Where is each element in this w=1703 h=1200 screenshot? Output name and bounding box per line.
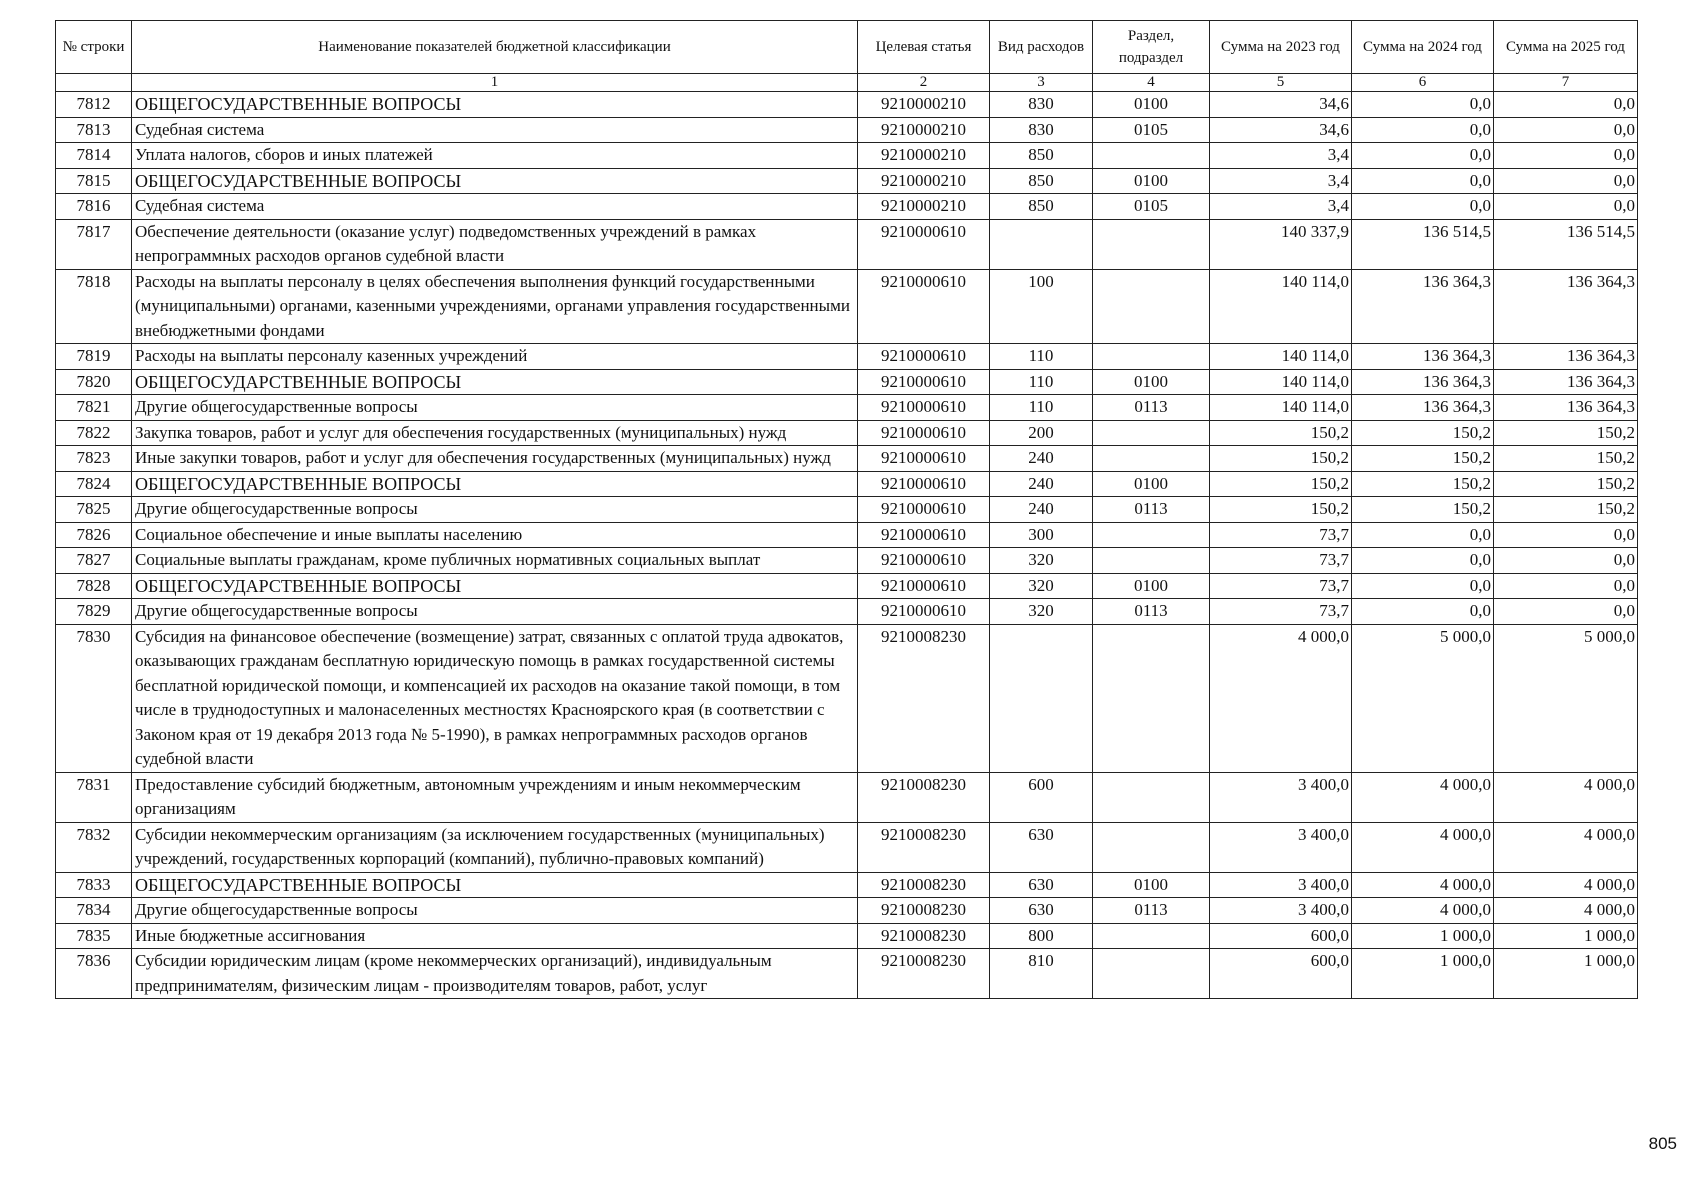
row-section: 0100	[1093, 168, 1210, 194]
row-expense-type: 110	[990, 344, 1093, 370]
row-sum-2023: 3 400,0	[1210, 898, 1352, 924]
row-name: Субсидии некоммерческим организациям (за исключением государственных (муниципальных) учреждений, государственных корпораций (компаний), публично-правовых компаний)	[132, 822, 858, 872]
row-target-article: 9210000610	[858, 573, 990, 599]
row-sum-2024: 4 000,0	[1352, 872, 1494, 898]
row-name: Иные закупки товаров, работ и услуг для обеспечения государственных (муниципальных) нужд	[132, 446, 858, 472]
row-sum-2023: 34,6	[1210, 117, 1352, 143]
row-sum-2024: 150,2	[1352, 471, 1494, 497]
row-section	[1093, 269, 1210, 344]
row-target-article: 9210008230	[858, 822, 990, 872]
row-section	[1093, 143, 1210, 169]
table-row	[56, 772, 1638, 822]
column-number: 7	[1494, 74, 1638, 92]
column-number: 6	[1352, 74, 1494, 92]
row-target-article: 9210000610	[858, 219, 990, 269]
row-number: 7823	[56, 446, 132, 472]
row-section: 0100	[1093, 872, 1210, 898]
column-number	[56, 74, 132, 92]
row-sum-2024: 4 000,0	[1352, 822, 1494, 872]
table-row	[56, 344, 1638, 370]
row-sum-2023: 4 000,0	[1210, 624, 1352, 772]
row-expense-type: 320	[990, 548, 1093, 574]
row-target-article: 9210000610	[858, 344, 990, 370]
row-section: 0113	[1093, 395, 1210, 421]
row-expense-type: 630	[990, 822, 1093, 872]
header-target: Целевая статья	[858, 21, 990, 74]
row-number: 7812	[56, 92, 132, 118]
row-target-article: 9210000610	[858, 446, 990, 472]
row-section: 0105	[1093, 194, 1210, 220]
table-row	[56, 92, 1638, 118]
row-name: Расходы на выплаты персоналу в целях обеспечения выполнения функций государственными (муниципальными) органами, казенными учреждениями, органами управления государственными внебюджетными фондами	[132, 269, 858, 344]
column-number: 3	[990, 74, 1093, 92]
row-expense-type: 240	[990, 446, 1093, 472]
row-sum-2023: 150,2	[1210, 446, 1352, 472]
table-row	[56, 497, 1638, 523]
header-sum-2023: Сумма на 2023 год	[1210, 21, 1352, 74]
row-name: ОБЩЕГОСУДАРСТВЕННЫЕ ВОПРОСЫ	[132, 573, 858, 599]
row-name: Социальное обеспечение и иные выплаты населению	[132, 522, 858, 548]
row-name: Другие общегосударственные вопросы	[132, 497, 858, 523]
row-sum-2023: 73,7	[1210, 599, 1352, 625]
row-target-article: 9210000610	[858, 548, 990, 574]
row-sum-2023: 600,0	[1210, 923, 1352, 949]
row-sum-2024: 0,0	[1352, 92, 1494, 118]
row-sum-2024: 4 000,0	[1352, 898, 1494, 924]
row-sum-2025: 5 000,0	[1494, 624, 1638, 772]
row-sum-2024: 0,0	[1352, 548, 1494, 574]
table-row	[56, 872, 1638, 898]
row-number: 7836	[56, 949, 132, 999]
header-sum-2024: Сумма на 2024 год	[1352, 21, 1494, 74]
row-sum-2024: 136 364,3	[1352, 269, 1494, 344]
row-section: 0100	[1093, 92, 1210, 118]
table-row	[56, 898, 1638, 924]
row-number: 7814	[56, 143, 132, 169]
row-sum-2024: 150,2	[1352, 446, 1494, 472]
row-sum-2023: 3,4	[1210, 168, 1352, 194]
row-target-article: 9210000210	[858, 92, 990, 118]
row-expense-type: 110	[990, 369, 1093, 395]
row-section: 0100	[1093, 471, 1210, 497]
row-target-article: 9210000610	[858, 497, 990, 523]
table-row	[56, 194, 1638, 220]
row-expense-type: 110	[990, 395, 1093, 421]
row-name: Расходы на выплаты персоналу казенных учреждений	[132, 344, 858, 370]
table-row	[56, 269, 1638, 344]
row-sum-2023: 600,0	[1210, 949, 1352, 999]
table-header-row	[56, 21, 1638, 74]
row-number: 7822	[56, 420, 132, 446]
row-name: Социальные выплаты гражданам, кроме публичных нормативных социальных выплат	[132, 548, 858, 574]
table-row	[56, 143, 1638, 169]
row-target-article: 9210000210	[858, 168, 990, 194]
row-section: 0113	[1093, 599, 1210, 625]
row-sum-2024: 136 364,3	[1352, 369, 1494, 395]
row-section	[1093, 923, 1210, 949]
header-sum-2025: Сумма на 2025 год	[1494, 21, 1638, 74]
row-name: ОБЩЕГОСУДАРСТВЕННЫЕ ВОПРОСЫ	[132, 92, 858, 118]
row-name: ОБЩЕГОСУДАРСТВЕННЫЕ ВОПРОСЫ	[132, 369, 858, 395]
row-section	[1093, 420, 1210, 446]
table-row	[56, 117, 1638, 143]
row-number: 7826	[56, 522, 132, 548]
table-body	[56, 92, 1638, 999]
row-name: Судебная система	[132, 194, 858, 220]
row-target-article: 9210000610	[858, 395, 990, 421]
row-name: Закупка товаров, работ и услуг для обеспечения государственных (муниципальных) нужд	[132, 420, 858, 446]
row-sum-2025: 136 514,5	[1494, 219, 1638, 269]
column-number-row	[56, 74, 1638, 92]
table-row	[56, 446, 1638, 472]
row-sum-2023: 34,6	[1210, 92, 1352, 118]
row-number: 7825	[56, 497, 132, 523]
row-section	[1093, 624, 1210, 772]
row-name: Другие общегосударственные вопросы	[132, 898, 858, 924]
column-number: 2	[858, 74, 990, 92]
row-sum-2023: 3 400,0	[1210, 872, 1352, 898]
row-target-article: 9210000610	[858, 599, 990, 625]
row-section: 0100	[1093, 369, 1210, 395]
table-row	[56, 822, 1638, 872]
row-expense-type: 810	[990, 949, 1093, 999]
row-name: Иные бюджетные ассигнования	[132, 923, 858, 949]
row-sum-2023: 3 400,0	[1210, 822, 1352, 872]
row-target-article: 9210008230	[858, 898, 990, 924]
row-sum-2024: 0,0	[1352, 143, 1494, 169]
row-sum-2024: 136 514,5	[1352, 219, 1494, 269]
row-target-article: 9210008230	[858, 923, 990, 949]
row-section	[1093, 548, 1210, 574]
row-name: Другие общегосударственные вопросы	[132, 395, 858, 421]
row-expense-type: 850	[990, 168, 1093, 194]
row-name: ОБЩЕГОСУДАРСТВЕННЫЕ ВОПРОСЫ	[132, 872, 858, 898]
table-row	[56, 168, 1638, 194]
row-number: 7817	[56, 219, 132, 269]
header-section: Раздел, подраздел	[1093, 21, 1210, 74]
row-target-article: 9210000610	[858, 269, 990, 344]
row-name: ОБЩЕГОСУДАРСТВЕННЫЕ ВОПРОСЫ	[132, 168, 858, 194]
row-sum-2025: 150,2	[1494, 471, 1638, 497]
row-name: ОБЩЕГОСУДАРСТВЕННЫЕ ВОПРОСЫ	[132, 471, 858, 497]
row-number: 7831	[56, 772, 132, 822]
row-number: 7819	[56, 344, 132, 370]
table-row	[56, 573, 1638, 599]
row-number: 7824	[56, 471, 132, 497]
row-section	[1093, 522, 1210, 548]
row-expense-type: 320	[990, 599, 1093, 625]
row-sum-2025: 0,0	[1494, 599, 1638, 625]
row-target-article: 9210000610	[858, 420, 990, 446]
row-number: 7834	[56, 898, 132, 924]
row-expense-type: 850	[990, 143, 1093, 169]
row-expense-type: 600	[990, 772, 1093, 822]
row-expense-type: 200	[990, 420, 1093, 446]
row-sum-2023: 3 400,0	[1210, 772, 1352, 822]
row-expense-type: 830	[990, 117, 1093, 143]
row-sum-2025: 150,2	[1494, 446, 1638, 472]
row-sum-2023: 150,2	[1210, 471, 1352, 497]
row-sum-2025: 4 000,0	[1494, 822, 1638, 872]
table-row	[56, 599, 1638, 625]
row-sum-2024: 1 000,0	[1352, 923, 1494, 949]
row-sum-2024: 0,0	[1352, 573, 1494, 599]
row-sum-2025: 150,2	[1494, 497, 1638, 523]
row-name: Субсидии юридическим лицам (кроме некоммерческих организаций), индивидуальным предпринимателям, физическим лицам - производителям товаров, работ, услуг	[132, 949, 858, 999]
row-name: Предоставление субсидий бюджетным, автономным учреждениям и иным некоммерческим организациям	[132, 772, 858, 822]
row-sum-2025: 1 000,0	[1494, 949, 1638, 999]
row-sum-2025: 136 364,3	[1494, 395, 1638, 421]
row-expense-type: 800	[990, 923, 1093, 949]
row-sum-2023: 3,4	[1210, 194, 1352, 220]
table-row	[56, 624, 1638, 772]
row-number: 7828	[56, 573, 132, 599]
row-sum-2025: 0,0	[1494, 522, 1638, 548]
row-sum-2024: 0,0	[1352, 168, 1494, 194]
row-sum-2023: 140 114,0	[1210, 344, 1352, 370]
row-sum-2025: 0,0	[1494, 194, 1638, 220]
row-number: 7816	[56, 194, 132, 220]
row-section	[1093, 219, 1210, 269]
column-number: 5	[1210, 74, 1352, 92]
row-target-article: 9210008230	[858, 949, 990, 999]
row-expense-type: 630	[990, 872, 1093, 898]
row-name: Судебная система	[132, 117, 858, 143]
row-sum-2025: 136 364,3	[1494, 344, 1638, 370]
row-target-article: 9210000210	[858, 117, 990, 143]
row-sum-2024: 150,2	[1352, 420, 1494, 446]
table-row	[56, 219, 1638, 269]
row-expense-type: 830	[990, 92, 1093, 118]
row-sum-2025: 136 364,3	[1494, 369, 1638, 395]
column-number: 4	[1093, 74, 1210, 92]
row-section: 0100	[1093, 573, 1210, 599]
row-sum-2025: 0,0	[1494, 92, 1638, 118]
row-sum-2025: 4 000,0	[1494, 898, 1638, 924]
row-sum-2025: 1 000,0	[1494, 923, 1638, 949]
row-expense-type: 100	[990, 269, 1093, 344]
row-sum-2024: 4 000,0	[1352, 772, 1494, 822]
header-name: Наименование показателей бюджетной классификации	[132, 21, 858, 74]
row-target-article: 9210008230	[858, 772, 990, 822]
column-number: 1	[132, 74, 858, 92]
row-sum-2025: 0,0	[1494, 168, 1638, 194]
row-name: Уплата налогов, сборов и иных платежей	[132, 143, 858, 169]
row-name: Другие общегосударственные вопросы	[132, 599, 858, 625]
row-sum-2025: 4 000,0	[1494, 872, 1638, 898]
row-section	[1093, 344, 1210, 370]
row-section	[1093, 949, 1210, 999]
row-sum-2024: 0,0	[1352, 194, 1494, 220]
row-expense-type: 240	[990, 471, 1093, 497]
table-row	[56, 949, 1638, 999]
table-row	[56, 420, 1638, 446]
row-sum-2025: 150,2	[1494, 420, 1638, 446]
row-number: 7820	[56, 369, 132, 395]
row-section: 0105	[1093, 117, 1210, 143]
row-sum-2023: 140 114,0	[1210, 369, 1352, 395]
row-section	[1093, 446, 1210, 472]
row-sum-2025: 136 364,3	[1494, 269, 1638, 344]
row-sum-2024: 136 364,3	[1352, 395, 1494, 421]
row-sum-2023: 140 337,9	[1210, 219, 1352, 269]
row-sum-2025: 0,0	[1494, 573, 1638, 599]
row-target-article: 9210008230	[858, 624, 990, 772]
row-target-article: 9210000610	[858, 522, 990, 548]
table-row	[56, 923, 1638, 949]
row-expense-type: 320	[990, 573, 1093, 599]
table-row	[56, 548, 1638, 574]
row-number: 7829	[56, 599, 132, 625]
budget-table	[55, 20, 1638, 999]
row-number: 7827	[56, 548, 132, 574]
row-sum-2024: 136 364,3	[1352, 344, 1494, 370]
row-sum-2024: 5 000,0	[1352, 624, 1494, 772]
row-sum-2023: 73,7	[1210, 548, 1352, 574]
row-section	[1093, 822, 1210, 872]
row-target-article: 9210000610	[858, 369, 990, 395]
header-type: Вид расходов	[990, 21, 1093, 74]
table-row	[56, 522, 1638, 548]
row-sum-2024: 1 000,0	[1352, 949, 1494, 999]
row-sum-2023: 140 114,0	[1210, 269, 1352, 344]
row-section: 0113	[1093, 497, 1210, 523]
row-target-article: 9210000210	[858, 143, 990, 169]
row-sum-2023: 73,7	[1210, 573, 1352, 599]
row-number: 7813	[56, 117, 132, 143]
row-sum-2023: 3,4	[1210, 143, 1352, 169]
row-sum-2024: 0,0	[1352, 522, 1494, 548]
row-number: 7830	[56, 624, 132, 772]
table-row	[56, 395, 1638, 421]
row-expense-type: 240	[990, 497, 1093, 523]
row-expense-type: 850	[990, 194, 1093, 220]
row-sum-2025: 0,0	[1494, 548, 1638, 574]
row-number: 7833	[56, 872, 132, 898]
row-number: 7832	[56, 822, 132, 872]
page-number: 805	[1648, 1134, 1677, 1153]
row-sum-2023: 73,7	[1210, 522, 1352, 548]
row-number: 7815	[56, 168, 132, 194]
row-expense-type: 630	[990, 898, 1093, 924]
row-name: Обеспечение деятельности (оказание услуг) подведомственных учреждений в рамках непрограммных расходов органов судебной власти	[132, 219, 858, 269]
table-row	[56, 369, 1638, 395]
row-expense-type: 300	[990, 522, 1093, 548]
row-number: 7818	[56, 269, 132, 344]
row-sum-2024: 0,0	[1352, 599, 1494, 625]
row-expense-type	[990, 219, 1093, 269]
row-sum-2024: 0,0	[1352, 117, 1494, 143]
table-row	[56, 471, 1638, 497]
row-name: Субсидия на финансовое обеспечение (возмещение) затрат, связанных с оплатой труда адвокатов, оказывающих гражданам бесплатную юридическую помощь в рамках государственной системы бесплатной юридической помощи, и компенсацией их расходов на оказание такой помощи, в том числе в труднодоступных и малонаселенных местностях Красноярского края (в соответствии с Законом края от 19 декабря 2013 года № 5-1990), в рамках непрограммных расходов органов судебной власти	[132, 624, 858, 772]
row-sum-2025: 4 000,0	[1494, 772, 1638, 822]
row-section	[1093, 772, 1210, 822]
row-section: 0113	[1093, 898, 1210, 924]
row-expense-type	[990, 624, 1093, 772]
row-sum-2023: 140 114,0	[1210, 395, 1352, 421]
row-sum-2025: 0,0	[1494, 117, 1638, 143]
row-sum-2023: 150,2	[1210, 497, 1352, 523]
row-sum-2023: 150,2	[1210, 420, 1352, 446]
row-sum-2025: 0,0	[1494, 143, 1638, 169]
row-target-article: 9210008230	[858, 872, 990, 898]
row-sum-2024: 150,2	[1352, 497, 1494, 523]
row-target-article: 9210000610	[858, 471, 990, 497]
row-number: 7835	[56, 923, 132, 949]
row-target-article: 9210000210	[858, 194, 990, 220]
row-number: 7821	[56, 395, 132, 421]
header-row-no: № строки	[56, 21, 132, 74]
